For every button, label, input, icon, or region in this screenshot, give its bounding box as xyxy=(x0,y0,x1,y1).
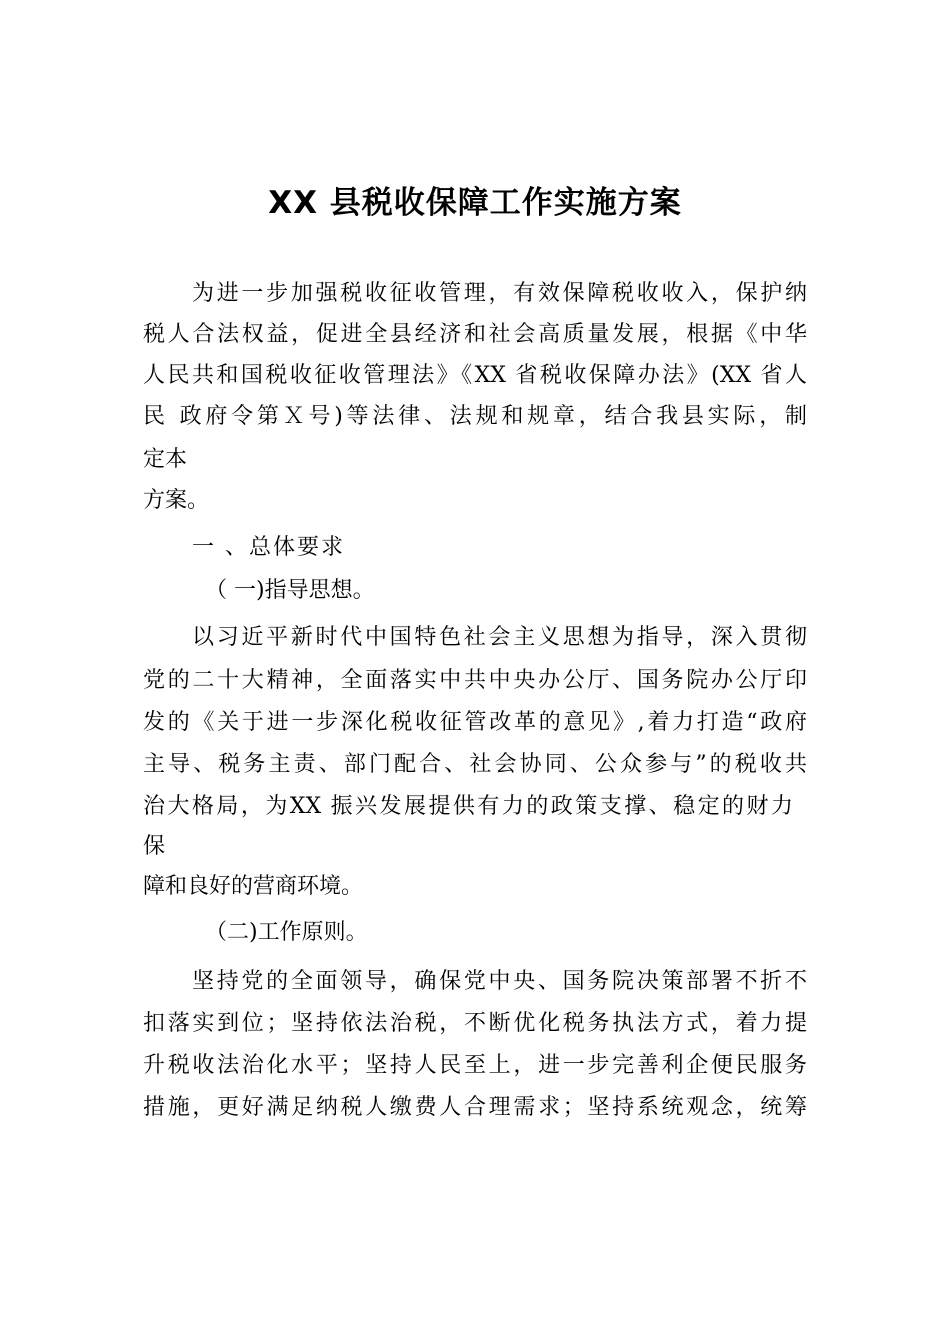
intro-line: 为进一步加强税收征收管理，有效保障税收收入，保护纳 xyxy=(192,281,807,306)
intro-line: 方案。 xyxy=(143,488,210,513)
paragraph-line: 措施，更好满足纳税人缴费人合理需求；坚持系统观念，统筹 xyxy=(143,1095,807,1120)
document-title: XX 县税收保障工作实施方案 xyxy=(268,185,682,221)
paragraph-line: 主导、税务主责、部门配合、社会协同、公众参与”的税收共 xyxy=(143,752,807,777)
paragraph-line: 坚持党的全面领导，确保党中央、国务院决策部署不折不 xyxy=(192,969,807,994)
intro-line: 民 政府令第Ｘ号)等法律、法规和规章，结合我县实际，制 xyxy=(143,404,807,429)
paragraph-line: 以习近平新时代中国特色社会主义思想为指导，深入贯彻 xyxy=(192,625,807,650)
paragraph-line: 升税收法治化水平；坚持人民至上，进一步完善利企便民服务 xyxy=(143,1053,807,1078)
paragraph-line: 治大格局，为XX 振兴发展提供有力的政策支撑、稳定的财力 xyxy=(143,794,793,819)
intro-line: 税人合法权益，促进全县经济和社会高质量发展，根据《中华 xyxy=(143,322,807,347)
intro-line: 定本 xyxy=(143,447,188,472)
paragraph-line: 党的二十大精神，全面落实中共中央办公厅、国务院办公厅印 xyxy=(143,668,807,693)
section-heading: 一 、总体要求 xyxy=(192,535,345,560)
paragraph-line: 障和良好的营商环境。 xyxy=(143,874,364,899)
subsection-heading: （二)工作原则。 xyxy=(205,920,368,945)
paragraph-line: 发的《关于进一步深化税收征管改革的意见》,着力打造“政府 xyxy=(143,710,807,735)
subsection-heading: （ 一)指导思想。 xyxy=(205,578,375,603)
paragraph-line: 保 xyxy=(143,834,166,859)
paragraph-line: 扣落实到位；坚持依法治税，不断优化税务执法方式，着力提 xyxy=(143,1011,807,1036)
intro-line: 人民共和国税收征收管理法》《XX 省税收保障办法》(XX 省人 xyxy=(143,363,807,388)
